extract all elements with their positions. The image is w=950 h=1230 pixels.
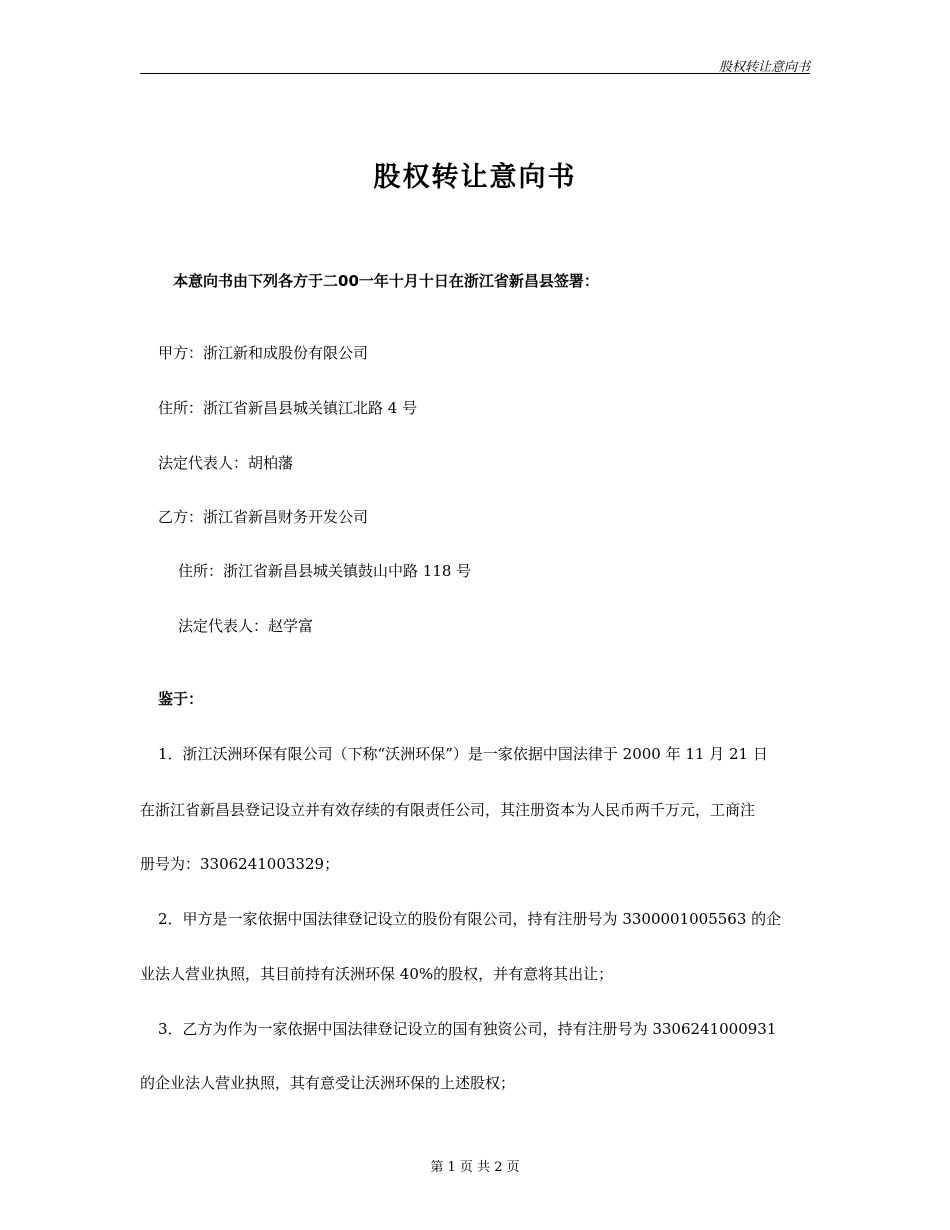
clause-line: 1．浙江沃洲环保有限公司（下称“沃洲环保”）是一家依据中国法律于 2000 年 11 月 21 日	[158, 745, 768, 763]
header-divider	[140, 73, 810, 74]
clause-line: 业法人营业执照，其目前持有沃洲环保 40%的股权，并有意将其出让；	[140, 965, 614, 983]
whereas-heading: 鉴于：	[158, 690, 204, 708]
party-b-address: 住所：浙江省新昌县城关镇鼓山中路 118 号	[178, 562, 472, 580]
party-a-address: 住所：浙江省新昌县城关镇江北路 4 号	[158, 399, 418, 417]
party-b-name: 乙方：浙江省新昌财务开发公司	[158, 508, 369, 526]
document-title: 股权转让意向书	[373, 162, 577, 193]
page-number: 第 1 页 共 2 页	[430, 1160, 520, 1175]
party-b-representative: 法定代表人：赵学富	[178, 617, 314, 635]
clause-line: 2．甲方是一家依据中国法律登记设立的股份有限公司，持有注册号为 3300001005563 的企	[158, 910, 782, 928]
clause-line: 在浙江省新昌县登记设立并有效存续的有限责任公司，其注册资本为人民币两千万元，工商注	[140, 801, 756, 819]
party-a-name: 甲方：浙江新和成股份有限公司	[158, 344, 369, 362]
clause-line: 册号为：3306241003329；	[140, 855, 340, 873]
clause-line: 的企业法人营业执照，其有意受让沃洲环保的上述股权；	[140, 1074, 516, 1092]
clause-line: 3．乙方为作为一家依据中国法律登记设立的国有独资公司，持有注册号为 3306241000931	[158, 1020, 777, 1038]
party-a-representative: 法定代表人：胡柏藩	[158, 454, 294, 472]
intro-statement: 本意向书由下列各方于二00一年十月十日在浙江省新昌县签署：	[173, 272, 599, 290]
running-header: 股权转让意向书	[718, 60, 810, 75]
